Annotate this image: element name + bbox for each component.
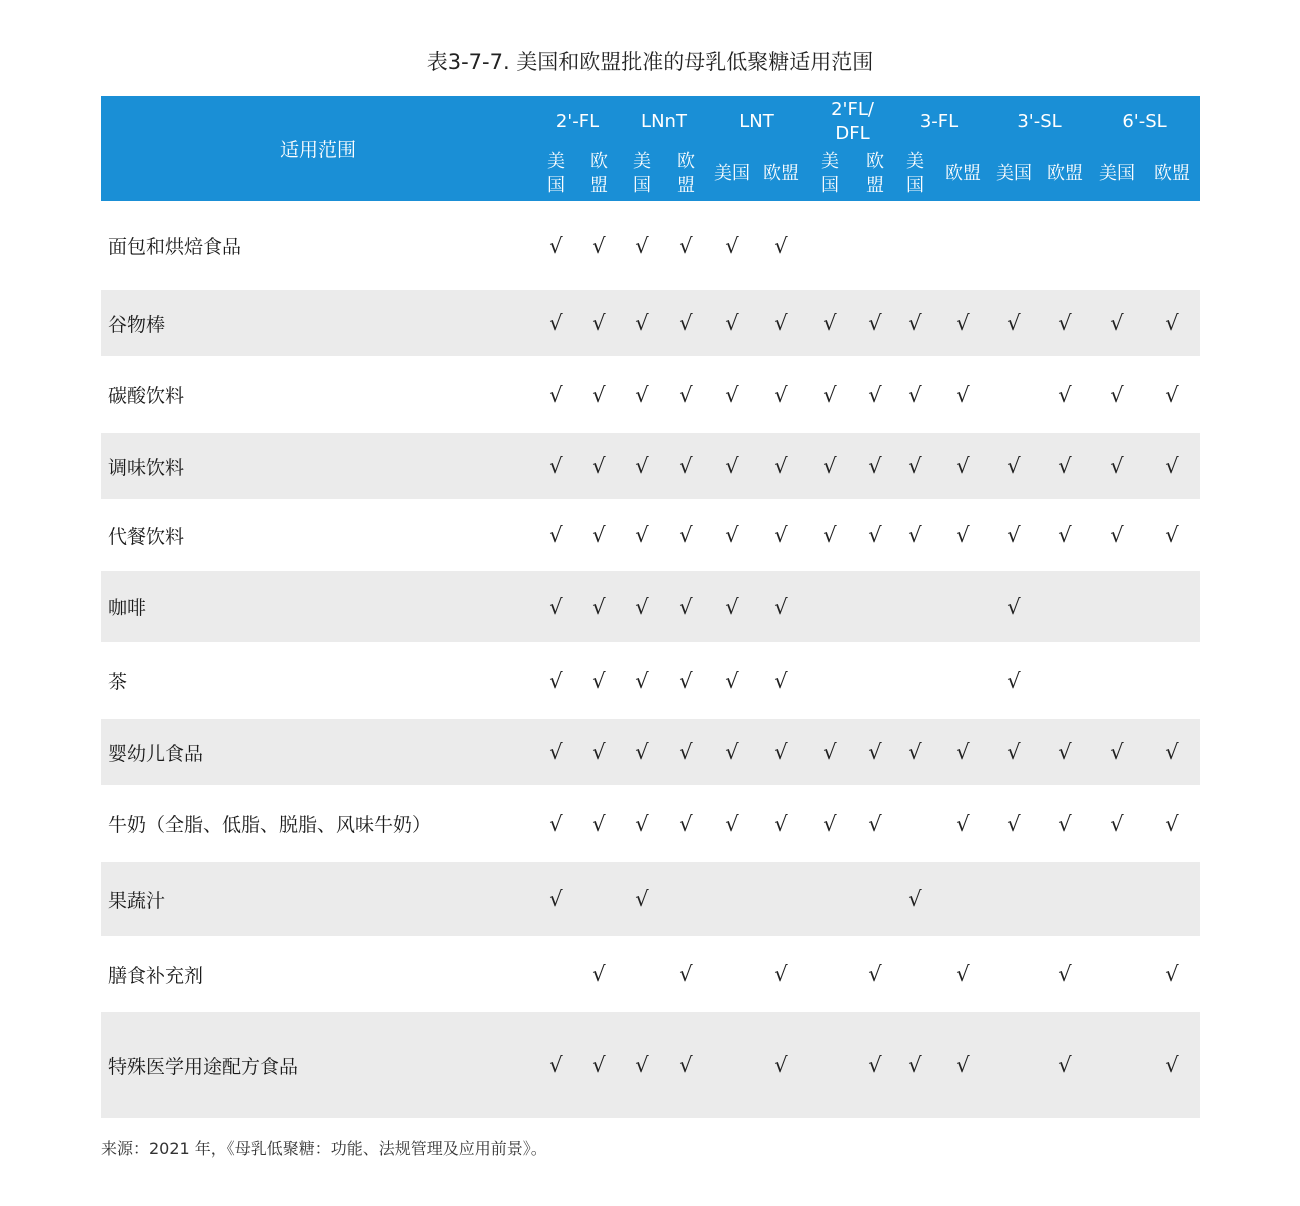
check-mark: √ [1165, 311, 1179, 335]
check-mark: √ [549, 382, 563, 407]
header-subcolumn: 欧盟 [1047, 163, 1083, 184]
check-mark: √ [868, 454, 882, 478]
check-mark: √ [1007, 594, 1021, 619]
row-label: 谷物棒 [108, 313, 166, 336]
check-mark: √ [908, 311, 922, 335]
check-mark: √ [956, 311, 970, 335]
row-label: 碳酸饮料 [108, 385, 185, 407]
check-mark: √ [823, 311, 837, 335]
check-mark: √ [956, 382, 970, 407]
table-header [101, 96, 1200, 201]
check-mark: √ [774, 811, 788, 836]
check-mark: √ [1165, 382, 1179, 407]
row-label: 特殊医学用途配方食品 [108, 1055, 299, 1078]
table-row [101, 719, 1200, 785]
check-mark: √ [868, 311, 882, 335]
check-mark: √ [725, 740, 739, 764]
check-mark: √ [635, 1053, 649, 1077]
check-mark: √ [592, 668, 606, 693]
check-mark: √ [725, 233, 739, 258]
source-note: 来源：2021 年，《母乳低聚糖：功能、法规管理及应用前景》。 [101, 1139, 547, 1158]
check-mark: √ [549, 311, 563, 335]
header-group: 2'FL/ DFL [831, 99, 874, 144]
check-mark: √ [868, 523, 882, 547]
check-mark: √ [1058, 811, 1072, 836]
check-mark: √ [592, 233, 606, 258]
check-mark: √ [908, 887, 922, 911]
check-mark: √ [1058, 382, 1072, 407]
check-mark: √ [908, 740, 922, 764]
check-mark: √ [908, 382, 922, 407]
check-mark: √ [679, 233, 693, 258]
check-mark: √ [823, 382, 837, 407]
check-mark: √ [956, 740, 970, 764]
check-mark: √ [956, 962, 970, 986]
check-mark: √ [908, 454, 922, 478]
check-mark: √ [635, 382, 649, 407]
check-mark: √ [823, 523, 837, 547]
header-group: 3-FL [919, 111, 959, 132]
check-mark: √ [774, 1053, 788, 1077]
check-mark: √ [549, 523, 563, 547]
check-mark: √ [774, 454, 788, 478]
header-group: LNnT [641, 111, 687, 132]
row-label: 牛奶（全脂、低脂、脱脂、风味牛奶） [108, 814, 432, 836]
check-mark: √ [774, 233, 788, 258]
check-mark: √ [956, 454, 970, 478]
check-mark: √ [635, 811, 649, 836]
check-mark: √ [1007, 811, 1021, 836]
hmo-approval-table [101, 96, 1200, 1118]
row-label: 果蔬汁 [108, 889, 166, 912]
check-mark: √ [774, 311, 788, 335]
check-mark: √ [635, 740, 649, 764]
check-mark: √ [635, 311, 649, 335]
table-row [101, 642, 1200, 719]
check-mark: √ [774, 740, 788, 764]
check-mark: √ [549, 1053, 563, 1077]
check-mark: √ [1007, 523, 1021, 547]
check-mark: √ [679, 668, 693, 693]
check-mark: √ [1058, 962, 1072, 986]
check-mark: √ [956, 1053, 970, 1077]
check-mark: √ [592, 740, 606, 764]
header-group: 3'-SL [1017, 111, 1062, 132]
check-mark: √ [725, 523, 739, 547]
check-mark: √ [1058, 1053, 1072, 1077]
table-body [101, 201, 1200, 1118]
check-mark: √ [635, 887, 649, 911]
check-mark: √ [1110, 382, 1124, 407]
header-subcolumn: 美国 [996, 163, 1032, 184]
check-mark: √ [592, 382, 606, 407]
header-subcolumn: 欧盟 [763, 163, 799, 184]
check-mark: √ [1165, 962, 1179, 986]
header-group: 6'-SL [1122, 111, 1167, 132]
table-row [101, 1012, 1200, 1118]
check-mark: √ [549, 668, 563, 693]
table-row [101, 356, 1200, 433]
check-mark: √ [868, 382, 882, 407]
check-mark: √ [1110, 811, 1124, 836]
row-label: 婴幼儿食品 [108, 742, 204, 765]
check-mark: √ [1007, 668, 1021, 693]
check-mark: √ [549, 594, 563, 619]
check-mark: √ [1165, 523, 1179, 547]
table-row [101, 571, 1200, 642]
check-mark: √ [679, 382, 693, 407]
check-mark: √ [774, 523, 788, 547]
header-group: 2'-FL [555, 111, 600, 132]
check-mark: √ [1058, 311, 1072, 335]
table-row [101, 433, 1200, 499]
check-mark: √ [679, 594, 693, 619]
header-subcolumn: 美 国 [547, 151, 565, 196]
check-mark: √ [635, 594, 649, 619]
check-mark: √ [774, 594, 788, 619]
table-row [101, 785, 1200, 862]
check-mark: √ [679, 811, 693, 836]
header-subcolumn: 欧 盟 [590, 151, 608, 196]
check-mark: √ [1007, 740, 1021, 764]
check-mark: √ [868, 740, 882, 764]
check-mark: √ [725, 668, 739, 693]
check-mark: √ [1058, 740, 1072, 764]
check-mark: √ [1058, 523, 1072, 547]
check-mark: √ [1165, 740, 1179, 764]
check-mark: √ [549, 887, 563, 911]
row-label: 茶 [108, 671, 128, 693]
check-mark: √ [592, 594, 606, 619]
row-label: 面包和烘焙食品 [108, 236, 242, 258]
check-mark: √ [592, 1053, 606, 1077]
check-mark: √ [679, 1053, 693, 1077]
check-mark: √ [823, 740, 837, 764]
check-mark: √ [725, 594, 739, 619]
check-mark: √ [592, 523, 606, 547]
check-mark: √ [725, 811, 739, 836]
header-subcolumn: 美 国 [633, 151, 651, 196]
header-subcolumn: 美国 [714, 163, 750, 184]
table-row [101, 290, 1200, 356]
check-mark: √ [1165, 454, 1179, 478]
check-mark: √ [635, 668, 649, 693]
check-mark: √ [549, 740, 563, 764]
check-mark: √ [1007, 454, 1021, 478]
header-subcolumn: 美 国 [906, 151, 924, 196]
check-mark: √ [868, 1053, 882, 1077]
check-mark: √ [549, 811, 563, 836]
check-mark: √ [592, 962, 606, 986]
check-mark: √ [549, 233, 563, 258]
header-subcolumn: 欧盟 [1154, 163, 1190, 184]
check-mark: √ [725, 311, 739, 335]
check-mark: √ [956, 811, 970, 836]
check-mark: √ [679, 311, 693, 335]
row-label: 咖啡 [108, 597, 147, 619]
check-mark: √ [592, 454, 606, 478]
check-mark: √ [679, 523, 693, 547]
check-mark: √ [592, 811, 606, 836]
check-mark: √ [1165, 1053, 1179, 1077]
header-subcolumn: 欧 盟 [866, 151, 884, 196]
check-mark: √ [1110, 740, 1124, 764]
row-label: 调味饮料 [108, 456, 185, 479]
table-row [101, 862, 1200, 936]
check-mark: √ [635, 523, 649, 547]
check-mark: √ [956, 523, 970, 547]
check-mark: √ [908, 1053, 922, 1077]
check-mark: √ [868, 962, 882, 986]
header-subcolumn: 美 国 [821, 151, 839, 196]
table-row [101, 499, 1200, 571]
header-subcolumn: 美国 [1099, 163, 1135, 184]
check-mark: √ [679, 740, 693, 764]
check-mark: √ [1110, 454, 1124, 478]
check-mark: √ [1110, 523, 1124, 547]
check-mark: √ [635, 233, 649, 258]
check-mark: √ [725, 454, 739, 478]
table-row [101, 201, 1200, 290]
check-mark: √ [774, 382, 788, 407]
check-mark: √ [679, 454, 693, 478]
header-scope: 适用范围 [279, 139, 356, 161]
check-mark: √ [592, 311, 606, 335]
check-mark: √ [868, 811, 882, 836]
header-subcolumn: 欧 盟 [677, 151, 695, 196]
header-subcolumn: 欧盟 [945, 163, 981, 184]
table-title: 表3-7-7. 美国和欧盟批准的母乳低聚糖适用范围 [426, 50, 874, 74]
check-mark: √ [823, 454, 837, 478]
check-mark: √ [1007, 311, 1021, 335]
check-mark: √ [1165, 811, 1179, 836]
check-mark: √ [725, 382, 739, 407]
check-mark: √ [774, 962, 788, 986]
check-mark: √ [774, 668, 788, 693]
check-mark: √ [1058, 454, 1072, 478]
check-mark: √ [549, 454, 563, 478]
check-mark: √ [679, 962, 693, 986]
row-label: 膳食补充剂 [108, 964, 204, 987]
row-label: 代餐饮料 [108, 525, 185, 548]
check-mark: √ [1110, 311, 1124, 335]
check-mark: √ [823, 811, 837, 836]
header-group: LNT [739, 111, 774, 132]
check-mark: √ [908, 523, 922, 547]
check-mark: √ [635, 454, 649, 478]
table-row [101, 936, 1200, 1012]
